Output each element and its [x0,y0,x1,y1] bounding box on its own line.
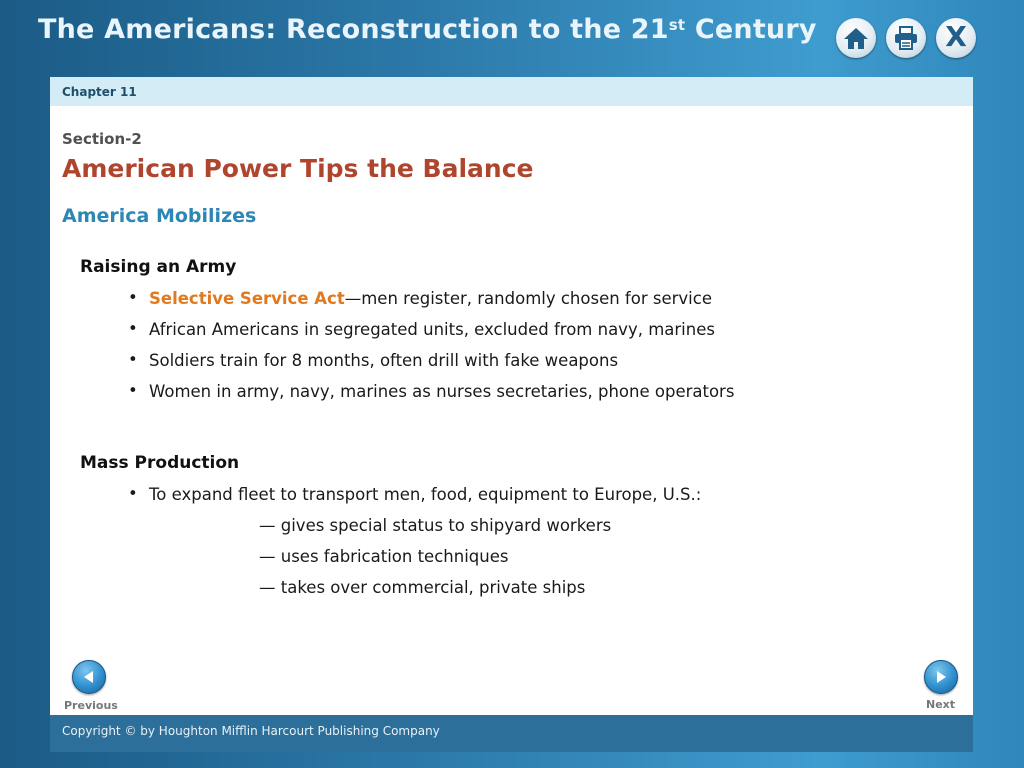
chapter-label: Chapter 11 [62,85,137,99]
next-label[interactable]: Next [926,698,956,711]
content-panel [50,77,973,752]
heading-mass-production: Mass Production [80,453,240,473]
arrow-right-icon [934,670,948,684]
footer [50,715,973,752]
home-button[interactable] [836,18,876,58]
top-toolbar [836,18,976,58]
close-icon: X [945,20,967,53]
arrow-left-icon [82,670,96,684]
list-item: • Soldiers train for 8 months, often drill with fake weapons [126,351,734,382]
list-item: • To expand fleet to transport men, food, equipment to Europe, U.S.: [126,485,701,516]
page-subtitle: America Mobilizes [62,205,257,227]
home-icon [843,26,869,50]
mass-production-subitems [259,516,611,609]
print-icon [893,26,919,50]
print-button[interactable] [886,18,926,58]
title-superscript: st [668,16,686,34]
chapter-bar [50,77,973,106]
copyright-text: Copyright © by Houghton Mifflin Harcourt Publishing Company [62,724,440,738]
heading-raising-army: Raising an Army [80,257,237,277]
previous-button[interactable] [72,660,106,694]
sub-item: — uses fabrication techniques [259,547,509,566]
sub-item: — gives special status to shipyard workers [259,516,612,535]
raising-army-list [126,289,734,413]
next-button[interactable] [924,660,958,694]
previous-label[interactable]: Previous [64,699,118,712]
section-label: Section-2 [62,130,142,148]
list-item: • Selective Service Act—men register, randomly chosen for service [126,289,734,320]
app-title: The Americans: Reconstruction to the 21st Century [38,14,817,45]
page-title: American Power Tips the Balance [62,154,534,183]
sub-item: — takes over commercial, private ships [259,578,586,597]
list-item: • Women in army, navy, marines as nurses secretaries, phone operators [126,382,734,413]
mass-production-list [126,485,701,516]
selective-service-term: Selective Service Act [149,289,345,308]
list-item: • African Americans in segregated units, excluded from navy, marines [126,320,734,351]
close-button[interactable] [936,18,976,58]
